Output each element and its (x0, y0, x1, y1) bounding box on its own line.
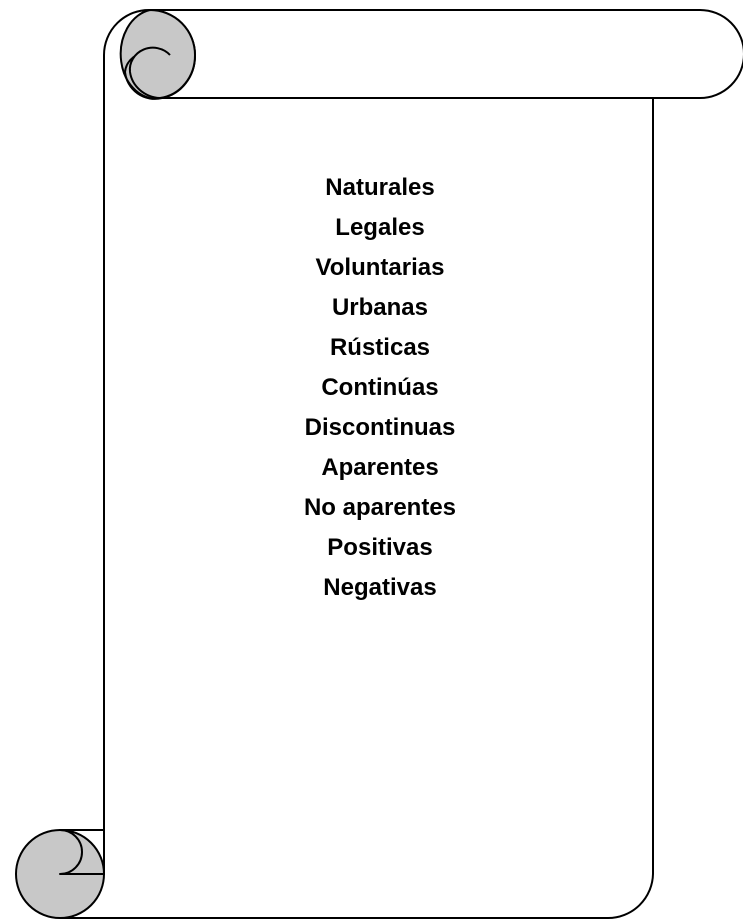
list-item: Discontinuas (304, 414, 456, 441)
list-item: Legales (335, 214, 425, 241)
list-item: Continúas (321, 374, 439, 401)
list-item: Naturales (325, 174, 435, 201)
list-item: Negativas (323, 574, 437, 601)
list-item: No aparentes (303, 494, 457, 521)
list-item: Urbanas (331, 294, 429, 321)
list-item: Aparentes (321, 454, 439, 481)
list-item: Positivas (327, 534, 433, 561)
list-item: Rústicas (329, 334, 431, 361)
scroll-item-list (260, 168, 500, 608)
list-item: Voluntarias (315, 254, 445, 281)
